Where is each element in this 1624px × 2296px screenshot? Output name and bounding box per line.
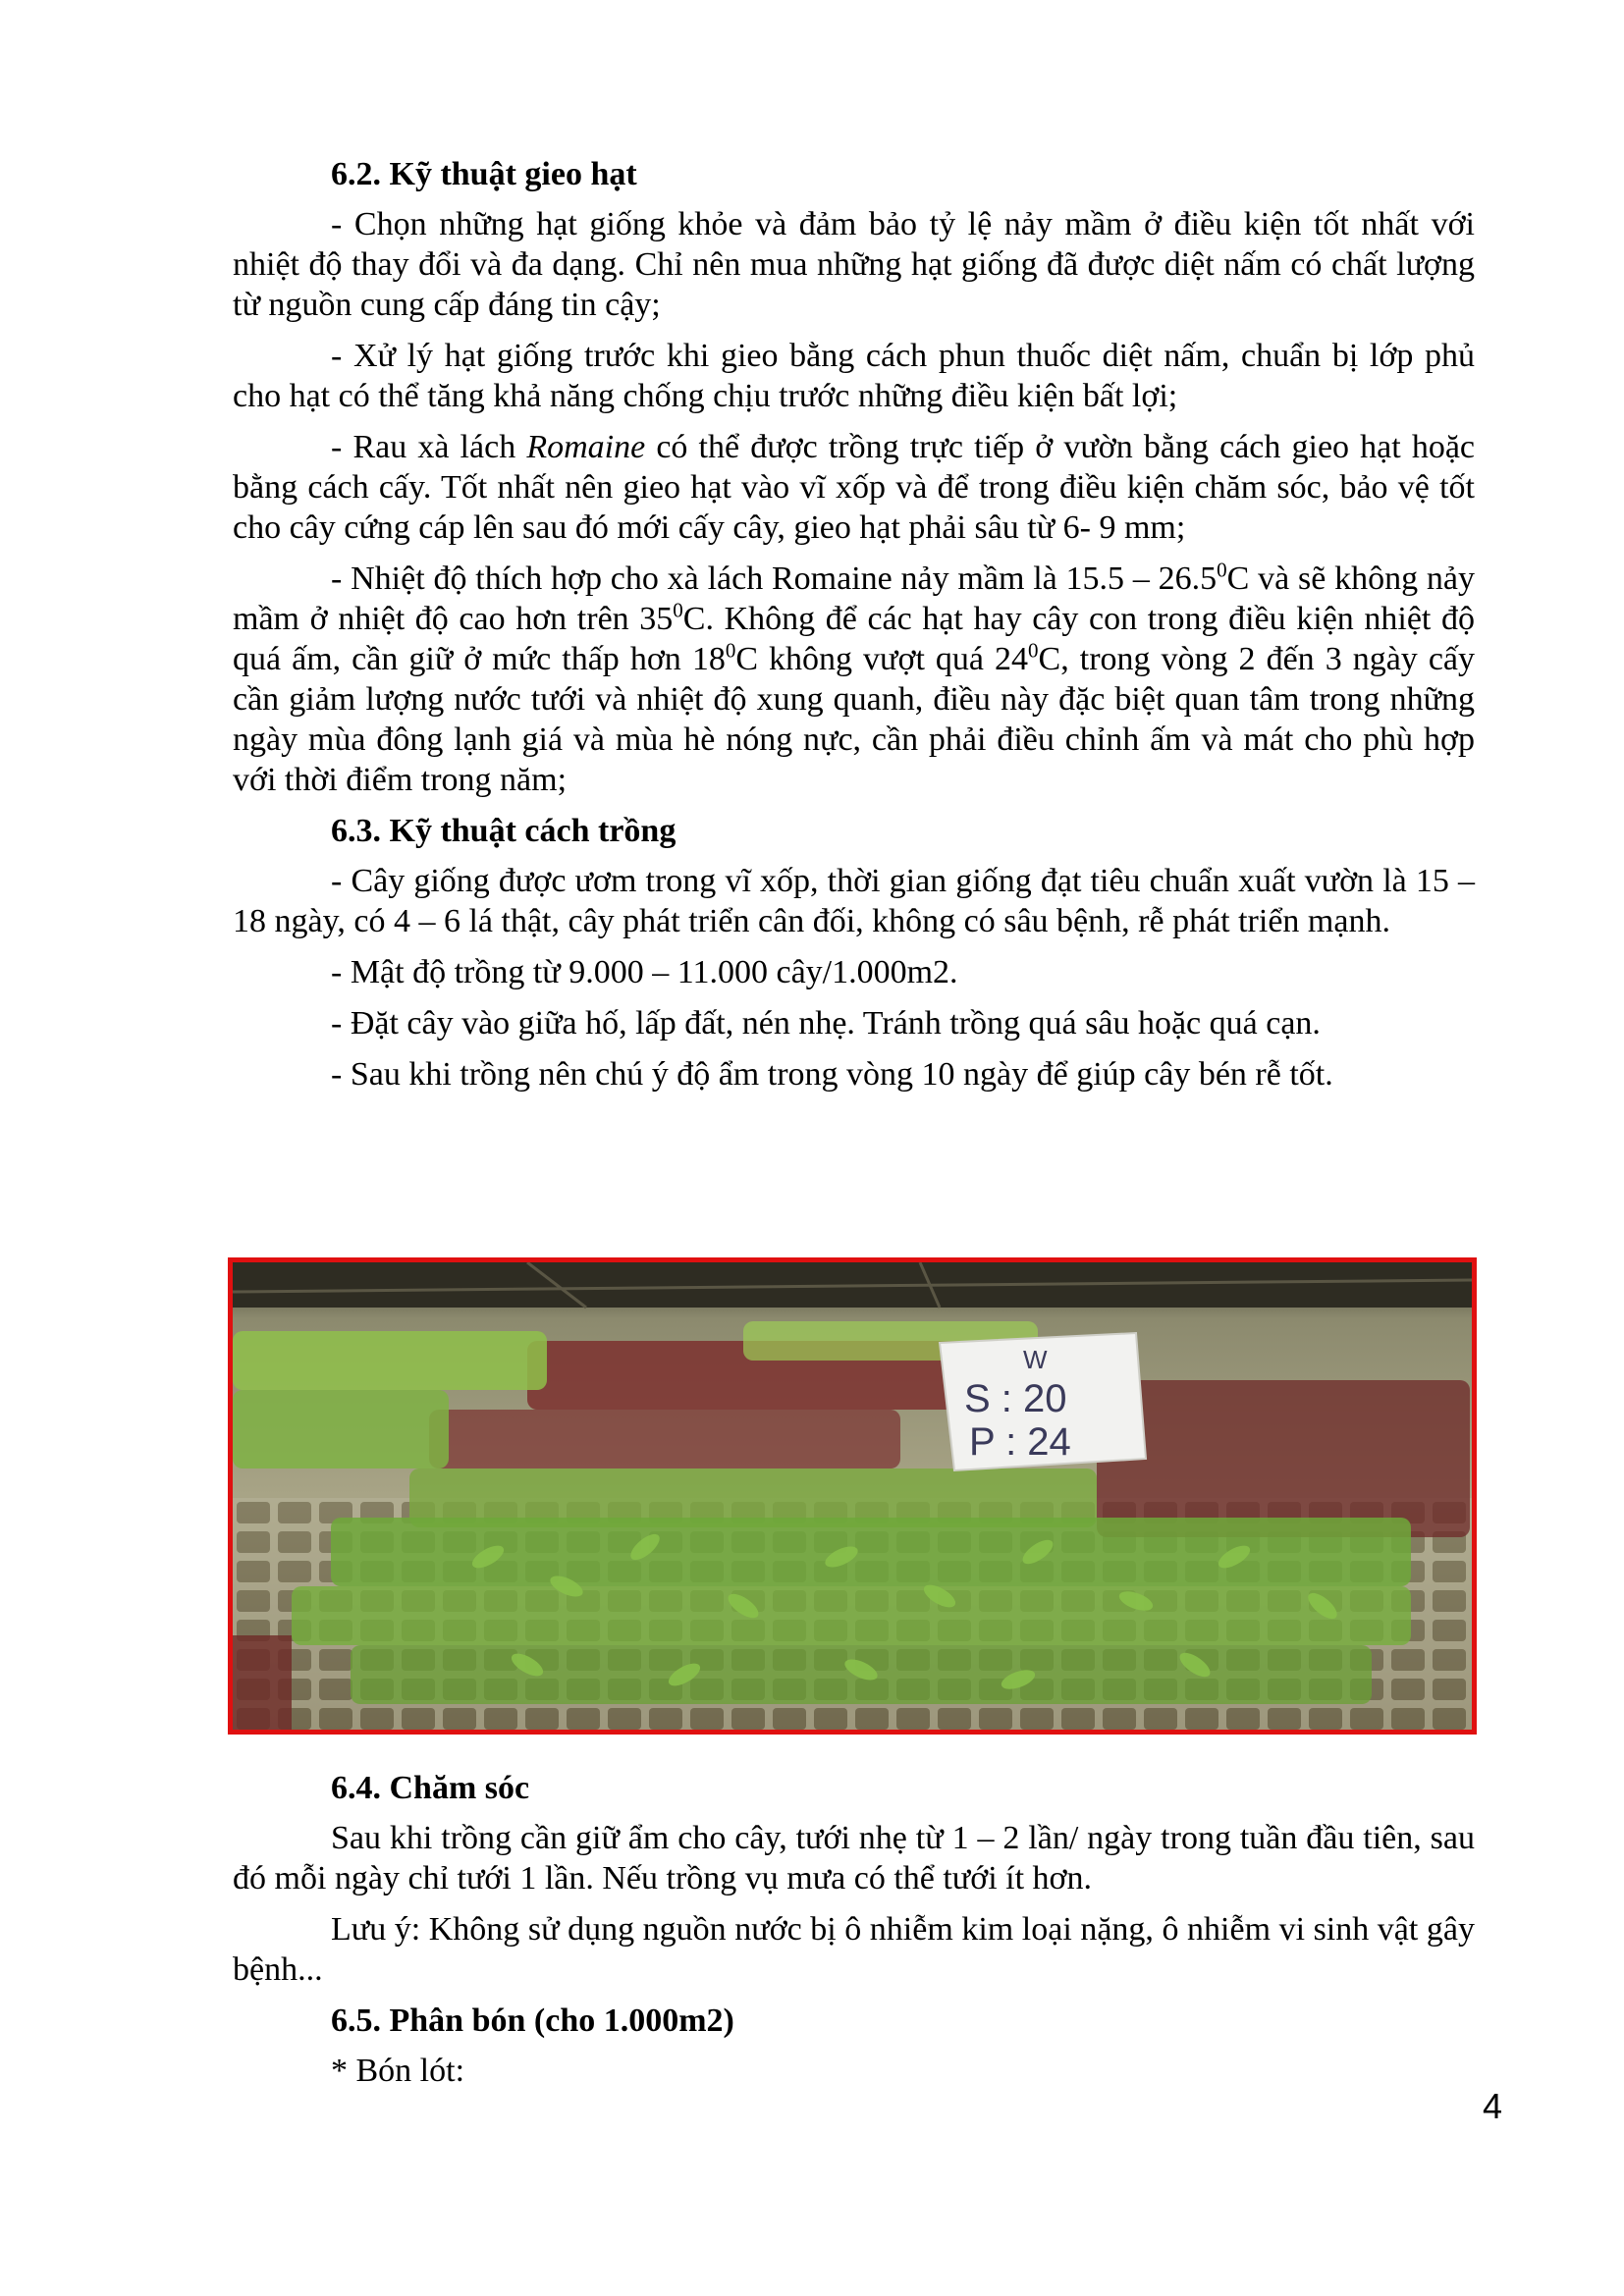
seedling-photo-illustration [233, 1262, 1472, 1730]
section-6-2-paragraph-4 [233, 559, 1475, 800]
paragraph-4-text-b: C và sẽ không nảy mầm ở nhiệt độ cao hơn trên 35 [233, 561, 1476, 637]
paragraph-4-text-e: C, trong vòng 2 đến 3 ngày cấy cần giảm lượng nước tưới và nhiệt độ xung quanh, điều này đặc biệt quan tâm trong những ngày mùa đông lạnh giá và mùa hè nóng nực, cần phải điều chỉnh ấm và mát cho phù hợp với thời điểm trong năm; [233, 641, 1476, 798]
degree-superscript: 0 [725, 638, 736, 663]
section-6-3-paragraph-2: - Mật độ trồng từ 9.000 – 11.000 cây/1.000m2. [331, 954, 958, 990]
sign-line-2: S : 20 [964, 1377, 1067, 1420]
paragraph-3-text-a: - Rau xà lách [331, 429, 527, 465]
paragraph-4-text-c: C. Không để các hạt hay cây con trong điều kiện nhiệt độ quá ấm, cần giữ ở mức thấp hơn 18 [233, 601, 1475, 677]
degree-superscript: 0 [673, 598, 683, 622]
section-6-3-paragraph-4: - Sau khi trồng nên chú ý độ ẩm trong vòng 10 ngày để giúp cây bén rễ tốt. [331, 1056, 1333, 1093]
section-6-3-paragraph-3: - Đặt cây vào giữa hố, lấp đất, nén nhẹ. Tránh trồng quá sâu hoặc quá cạn. [331, 1005, 1321, 1041]
seedling-tray-photo [228, 1257, 1477, 1735]
degree-superscript: 0 [1217, 558, 1227, 582]
paragraph-3-text-b: có thể được trồng trực tiếp ở vườn bằng cách gieo hạt hoặc bằng cách cấy. Tốt nhất nên gieo hạt vào vĩ xốp và để trong điều kiện chăm sóc, bảo vệ tốt cho cây cứng cáp lên sau đó mới cấy cây, gieo hạt phải sâu từ 6- 9 mm; [233, 429, 1476, 546]
lower-text-block [233, 1768, 1475, 2102]
section-6-5-heading: 6.5. Phân bón (cho 1.000m2) [331, 2002, 734, 2039]
paragraph-4-text-d: C không vượt quá 24 [735, 641, 1029, 677]
romaine-italic: Romaine [526, 429, 646, 465]
section-6-2-heading: 6.2. Kỹ thuật gieo hạt [331, 156, 637, 192]
section-6-3-paragraph-1: - Cây giống được ươm trong vĩ xốp, thời gian giống đạt tiêu chuẩn xuất vườn là 15 – 18 ngày, có 4 – 6 lá thật, cây phát triển cân đối, không có sâu bệnh, rễ phát triển mạnh. [233, 863, 1475, 939]
section-6-4-heading: 6.4. Chăm sóc [331, 1770, 530, 1806]
section-6-2-paragraph-3 [233, 427, 1475, 548]
section-6-4-paragraph-2: Lưu ý: Không sử dụng nguồn nước bị ô nhiễm kim loại nặng, ô nhiễm vi sinh vật gây bệnh... [233, 1911, 1475, 1988]
page-number: 4 [1482, 2086, 1502, 2126]
upper-text-block [233, 154, 1475, 1105]
degree-superscript: 0 [1028, 638, 1039, 663]
sign-line-3: P : 24 [969, 1420, 1071, 1464]
section-6-5-paragraph-1: * Bón lót: [331, 2053, 465, 2089]
label-sign [940, 1333, 1146, 1470]
section-6-2-paragraph-2: - Xử lý hạt giống trước khi gieo bằng cách phun thuốc diệt nấm, chuẩn bị lớp phủ cho hạt có thể tăng khả năng chống chịu trước những điều kiện bất lợi; [233, 338, 1475, 414]
sign-line-1: W [1023, 1345, 1048, 1374]
section-6-4-paragraph-1: Sau khi trồng cần giữ ẩm cho cây, tưới nhẹ từ 1 – 2 lần/ ngày trong tuần đầu tiên, sau đó mỗi ngày chỉ tưới 1 lần. Nếu trồng vụ mưa có thể tưới ít hơn. [233, 1820, 1475, 1896]
section-6-3-heading: 6.3. Kỹ thuật cách trồng [331, 813, 677, 849]
paragraph-4-text-a: - Nhiệt độ thích hợp cho xà lách Romaine nảy mầm là 15.5 – 26.5 [331, 561, 1218, 597]
section-6-2-paragraph-1: - Chọn những hạt giống khỏe và đảm bảo tỷ lệ nảy mầm ở điều kiện tốt nhất với nhiệt độ thay đổi và đa dạng. Chỉ nên mua những hạt giống đã được diệt nấm có chất lượng từ nguồn cung cấp đáng tin cậy; [233, 206, 1475, 323]
